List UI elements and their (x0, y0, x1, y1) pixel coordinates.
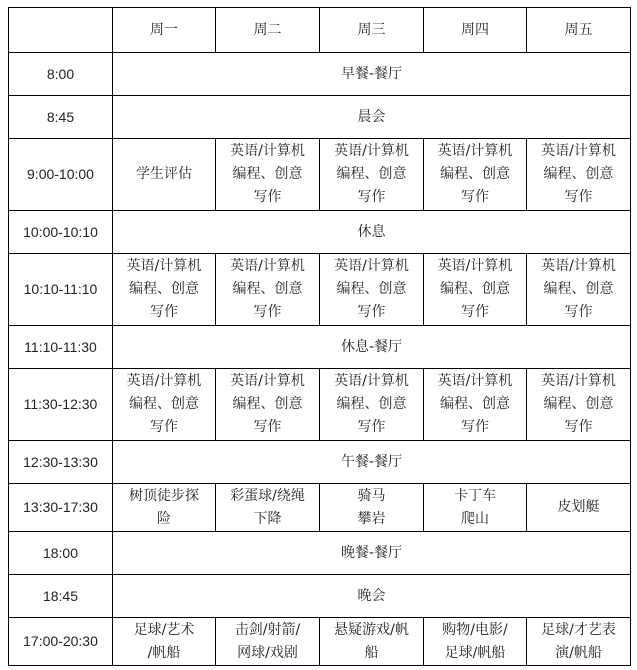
activity-cell: 英语/计算机 编程、创意 写作 (527, 254, 631, 326)
activity-cell: 学生评估 (113, 139, 216, 211)
table-row (9, 441, 631, 484)
activity-cell: 英语/计算机 编程、创意 写作 (216, 369, 320, 441)
span-activity-cell: 午餐-餐厅 (113, 441, 631, 484)
activity-cell: 英语/计算机 编程、创意 写作 (527, 139, 631, 211)
activity-cell: 英语/计算机 编程、创意 写作 (320, 254, 424, 326)
table-row (9, 326, 631, 369)
span-activity-cell: 休息-餐厅 (113, 326, 631, 369)
header-day: 周二 (216, 8, 320, 53)
activity-cell: 卡丁车 爬山 (424, 484, 527, 532)
span-activity-cell: 晚餐-餐厅 (113, 532, 631, 575)
activity-cell: 英语/计算机 编程、创意 写作 (424, 369, 527, 441)
time-cell: 17:00-20:30 (9, 618, 113, 666)
table-row (9, 53, 631, 96)
table-row (9, 369, 631, 441)
table-row (9, 139, 631, 211)
time-cell: 18:45 (9, 575, 113, 618)
activity-cell: 足球/才艺表 演/帆船 (527, 618, 631, 666)
table-row (9, 618, 631, 666)
time-cell: 13:30-17:30 (9, 484, 113, 532)
time-cell: 18:00 (9, 532, 113, 575)
time-cell: 11:30-12:30 (9, 369, 113, 441)
activity-cell: 足球/艺术 /帆船 (113, 618, 216, 666)
activity-cell: 树顶徒步探 险 (113, 484, 216, 532)
activity-cell: 英语/计算机 编程、创意 写作 (320, 139, 424, 211)
activity-cell: 悬疑游戏/帆 船 (320, 618, 424, 666)
time-cell: 8:00 (9, 53, 113, 96)
activity-cell: 英语/计算机 编程、创意 写作 (216, 254, 320, 326)
time-cell: 10:10-11:10 (9, 254, 113, 326)
header-day: 周五 (527, 8, 631, 53)
activity-cell: 英语/计算机 编程、创意 写作 (424, 139, 527, 211)
span-activity-cell: 休息 (113, 211, 631, 254)
activity-cell: 击剑/射箭/ 网球/戏剧 (216, 618, 320, 666)
table-row (9, 484, 631, 532)
time-cell: 9:00-10:00 (9, 139, 113, 211)
header-corner (9, 8, 113, 53)
activity-cell: 皮划艇 (527, 484, 631, 532)
header-row (9, 8, 631, 53)
header-day: 周四 (424, 8, 527, 53)
time-cell: 8:45 (9, 96, 113, 139)
header-day: 周一 (113, 8, 216, 53)
activity-cell: 英语/计算机 编程、创意 写作 (216, 139, 320, 211)
time-cell: 12:30-13:30 (9, 441, 113, 484)
activity-cell: 英语/计算机 编程、创意 写作 (424, 254, 527, 326)
table-row (9, 96, 631, 139)
span-activity-cell: 晚会 (113, 575, 631, 618)
schedule-table (8, 7, 631, 666)
activity-cell: 英语/计算机 编程、创意 写作 (527, 369, 631, 441)
table-row (9, 532, 631, 575)
time-cell: 11:10-11:30 (9, 326, 113, 369)
activity-cell: 彩蛋球/绕绳 下降 (216, 484, 320, 532)
span-activity-cell: 晨会 (113, 96, 631, 139)
activity-cell: 英语/计算机 编程、创意 写作 (113, 369, 216, 441)
activity-cell: 英语/计算机 编程、创意 写作 (320, 369, 424, 441)
activity-cell: 购物/电影/ 足球/帆船 (424, 618, 527, 666)
table-row (9, 254, 631, 326)
time-cell: 10:00-10:10 (9, 211, 113, 254)
header-day: 周三 (320, 8, 424, 53)
table-row (9, 575, 631, 618)
table-row (9, 211, 631, 254)
span-activity-cell: 早餐-餐厅 (113, 53, 631, 96)
activity-cell: 骑马 攀岩 (320, 484, 424, 532)
activity-cell: 英语/计算机 编程、创意 写作 (113, 254, 216, 326)
